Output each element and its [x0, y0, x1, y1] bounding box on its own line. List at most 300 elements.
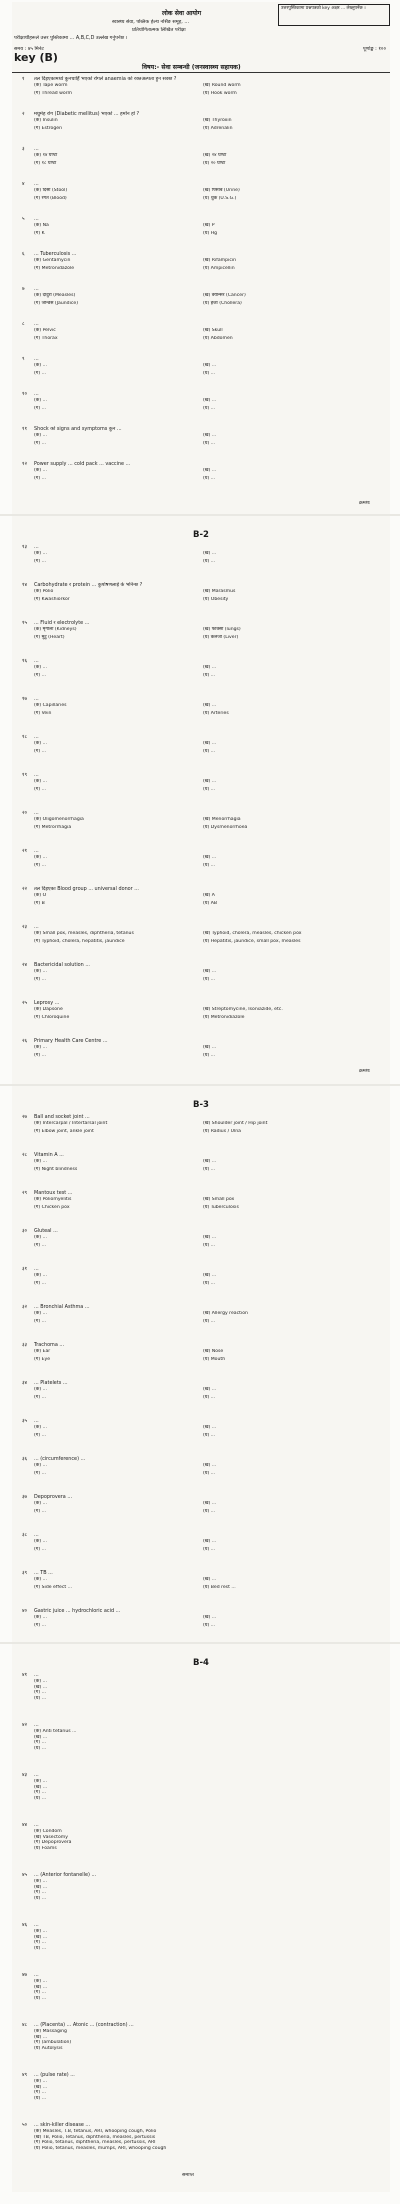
question — [22, 321, 386, 327]
question — [22, 391, 386, 397]
question-number: ३३ — [22, 1342, 28, 1348]
question — [22, 1152, 386, 1158]
option: (क) ... — [34, 551, 47, 556]
option: (घ) Hook worm — [202, 91, 237, 97]
option: (क) ... — [34, 433, 47, 438]
question-text: ... — [34, 216, 39, 222]
question-number: ३४ — [22, 1380, 28, 1386]
option: (घ) Hg — [202, 231, 218, 237]
question — [22, 1000, 386, 1006]
option: (ग) ... — [34, 1790, 47, 1796]
question-number: २८ — [22, 1152, 28, 1158]
option: (ख) ... — [202, 703, 217, 708]
option-list — [34, 551, 386, 567]
option: (ख) ... — [34, 1934, 48, 1940]
question-number: ४४ — [22, 1822, 28, 1828]
question-number: ४८ — [22, 2022, 28, 2028]
option: (क) Oligomenorrhagia — [34, 817, 84, 822]
option: (घ) Abdomen — [202, 336, 233, 342]
option: (क) ... — [34, 665, 47, 670]
option: (क) ... — [34, 1929, 47, 1934]
footer-continued: क्रमशः — [359, 500, 370, 506]
option: (ख) ... — [202, 1273, 217, 1278]
question-number: २२ — [22, 886, 28, 892]
question — [22, 1972, 386, 1978]
option-list — [34, 1463, 386, 1479]
option: (ग) Night blindness — [34, 1167, 78, 1173]
question-number: १३ — [22, 544, 28, 550]
option: (ख) Round worm — [202, 83, 241, 88]
option: (क) ... — [34, 1679, 47, 1684]
option: (ग) ... — [34, 787, 47, 793]
option-list — [34, 1679, 386, 1701]
question — [22, 426, 386, 432]
question-text: ... — [34, 286, 39, 292]
option: (क) ... — [34, 363, 47, 368]
option: (क) Polio — [34, 589, 54, 594]
question — [22, 461, 386, 467]
question-text: ... — [34, 1532, 39, 1538]
option: (ग) Kwashiorkor — [34, 597, 70, 603]
question — [22, 76, 386, 82]
option: (क) ... — [34, 1879, 47, 1884]
question — [22, 734, 386, 740]
question — [22, 1456, 386, 1462]
question-text: ... — [34, 924, 39, 930]
option: (क) ... — [34, 1425, 47, 1430]
option: (ख) Allergy reaction — [202, 1311, 248, 1316]
option: (घ) Tuberculosis — [202, 1205, 239, 1211]
option-list — [34, 1425, 386, 1441]
option: (ख) ... — [202, 468, 217, 473]
option: (ख) P — [202, 223, 215, 228]
option: (क) ... — [34, 1539, 47, 1544]
page-separator — [0, 514, 400, 516]
option: (ग) Thorax — [34, 336, 58, 342]
option-list — [34, 1311, 386, 1327]
option: (ग) ... — [34, 2090, 47, 2096]
question-text: ... Platelets ... — [34, 1380, 68, 1386]
question-number: ४९ — [22, 2072, 28, 2078]
question — [22, 1722, 386, 1728]
question — [22, 1570, 386, 1576]
header-rule — [12, 72, 390, 73]
option: (क) ... — [34, 1501, 47, 1506]
option-list — [34, 779, 386, 795]
option: (ग) ... — [34, 406, 47, 412]
page-separator — [0, 1084, 400, 1086]
question-number: २७ — [22, 1114, 28, 1120]
option: (क) Insulin — [34, 118, 58, 123]
question — [22, 1922, 386, 1928]
question — [22, 1304, 386, 1310]
option: (ग) (ambulation) — [34, 2040, 72, 2046]
question — [22, 111, 386, 117]
question-text: Bactericidal solution ... — [34, 962, 90, 968]
question-text: ... (pulse rate) ... — [34, 2072, 75, 2078]
option: (ग) Typhoid, cholera, hepatitis, jaundice — [34, 939, 125, 945]
question-number: ९ — [22, 356, 25, 362]
question-number: ५ — [22, 216, 25, 222]
option: (क) ... — [34, 1387, 47, 1392]
option: (ग) Elbow joint, ankle joint — [34, 1129, 94, 1135]
option: (ग) ... — [34, 1740, 47, 1746]
option-list — [34, 589, 386, 605]
question-text: ... Tuberculosis ... — [34, 251, 77, 257]
option-list — [34, 1197, 386, 1213]
option: (क) Ear — [34, 1349, 51, 1354]
option: (ख) ... — [34, 1984, 48, 1990]
question-text: ... — [34, 356, 39, 362]
question-number: ४ — [22, 181, 25, 187]
option: (ग) ... — [34, 1281, 47, 1287]
option-list — [34, 931, 386, 947]
question-text: तल दिइएका Blood group ... universal donor ... — [34, 886, 139, 892]
option: (ग) ... — [34, 1319, 47, 1325]
question-number: ४१ — [22, 1672, 28, 1678]
question-text: ... — [34, 1418, 39, 1424]
question-text: ... — [34, 391, 39, 397]
question — [22, 962, 386, 968]
option-list — [34, 1829, 386, 1851]
question — [22, 216, 386, 222]
option: (क) ... — [34, 779, 47, 784]
option: (घ) ... — [34, 2095, 47, 2101]
option: (घ) Ampicellin — [202, 266, 235, 272]
option: (क) ... — [34, 1311, 47, 1316]
option: (क) ... — [34, 969, 47, 974]
question — [22, 1228, 386, 1234]
question-text: Gastric juice ... hydrochloric acid ... — [34, 1608, 121, 1614]
option: (क) ... — [34, 2079, 47, 2084]
option: (घ) ... — [202, 1319, 216, 1325]
question-text: ... (Placenta) ... Atonic ... (contraction) ... — [34, 2022, 134, 2028]
option: (ग) ... — [34, 749, 47, 755]
question-number: २४ — [22, 962, 28, 968]
question-text: ... — [34, 1822, 39, 1828]
option: (घ) Adrenalin — [202, 126, 233, 132]
option: (घ) कलेजो (Liver) — [202, 635, 239, 641]
option-list — [34, 703, 386, 719]
option: (घ) ... — [34, 1795, 47, 1801]
question — [22, 620, 386, 626]
option-list — [34, 293, 386, 309]
option: (ख) ... — [202, 1159, 217, 1164]
question — [22, 544, 386, 550]
option: (ख) Skull — [202, 328, 223, 333]
option: (क) Capillaries — [34, 703, 67, 708]
question — [22, 2072, 386, 2078]
question-text: ... (Anterior fontanelle) ... — [34, 1872, 97, 1878]
option: (ग) Thread worm — [34, 91, 73, 97]
option: (घ) ... — [202, 1395, 216, 1401]
option: (ख) Thyroxin — [202, 118, 232, 123]
question-number: ४० — [22, 1608, 28, 1614]
option-list — [34, 363, 386, 379]
option: (घ) Dysmenorrhoea — [202, 825, 248, 831]
option: (ग) Side effect ... — [34, 1585, 73, 1591]
question — [22, 1532, 386, 1538]
question-number: ५० — [22, 2122, 28, 2128]
option: (ग) Metrorrhagia — [34, 825, 72, 831]
question-number: १६ — [22, 658, 28, 664]
option: (क) मृगौला (Kidneys) — [34, 627, 77, 632]
question-text: ... TB ... — [34, 1570, 53, 1576]
question — [22, 1822, 386, 1828]
option: (घ) ... — [202, 371, 216, 377]
question-number: ३५ — [22, 1418, 28, 1424]
option: (ग) ... — [34, 1395, 47, 1401]
question-number: १ — [22, 76, 25, 82]
option: (क) ... — [34, 1045, 47, 1050]
question — [22, 582, 386, 588]
question — [22, 2022, 386, 2028]
option: (घ) ... — [202, 1471, 216, 1477]
header-instructions: परीक्षार्थीहरूले उत्तर पुस्तिकामा ... A,B,C,D उल्लेख गर्नुपर्नेछ । — [14, 35, 128, 41]
question-number: ४२ — [22, 1722, 28, 1728]
question-text: ... — [34, 696, 39, 702]
page-separator — [0, 1642, 400, 1644]
option: (ग) Chloroquine — [34, 1015, 70, 1021]
option: (क) Massaging — [34, 2029, 67, 2034]
option: (क) O — [34, 893, 47, 898]
option: (ग) ... — [34, 977, 47, 983]
question — [22, 146, 386, 152]
question — [22, 286, 386, 292]
option: (घ) Hepatitis, jaundice, small pox, measles — [202, 939, 301, 945]
option: (क) ... — [34, 1159, 47, 1164]
option: (घ) ... — [202, 1433, 216, 1439]
header-marks: पूर्णाङ्क : १०० — [362, 46, 386, 52]
option: (घ) ... — [34, 1995, 47, 2001]
option: (ग) ... — [34, 371, 47, 377]
question-text: Mantoux test ... — [34, 1190, 73, 1196]
question-text: Ball and socket joint ... — [34, 1114, 90, 1120]
option-list — [34, 1929, 386, 1951]
option: (घ) Arteries — [202, 711, 229, 717]
option: (ख) Menorrhagia — [202, 817, 241, 822]
option: (क) ... — [34, 398, 47, 403]
question-number: ३९ — [22, 1570, 28, 1576]
option: (ख) ... — [202, 398, 217, 403]
question-text: ... — [34, 1772, 39, 1778]
option: (ग) रगत (Blood) — [34, 196, 67, 202]
option-list — [34, 1045, 386, 1061]
question-number: १५ — [22, 620, 28, 626]
question-text: Trachoma ... — [34, 1342, 65, 1348]
exam-paper — [12, 2, 390, 2192]
option: (घ) ... — [202, 476, 216, 482]
option: (ग) ... — [34, 1623, 47, 1629]
option-list — [34, 855, 386, 871]
option: (घ) Radius / Ulna — [202, 1129, 241, 1135]
option: (ग) ... — [34, 1890, 47, 1896]
question-number: ३८ — [22, 1532, 28, 1538]
option: (ग) B — [34, 901, 45, 907]
footer-continued: क्रमशः — [359, 1068, 370, 1074]
option-list — [34, 969, 386, 985]
option: (ख) ... — [202, 1615, 217, 1620]
question-number: ४३ — [22, 1772, 28, 1778]
question-text: ... — [34, 1266, 39, 1272]
option-list — [34, 1121, 386, 1137]
option: (ग) ... — [34, 1940, 47, 1946]
section-title: B-2 — [193, 530, 209, 540]
header-exam: प्रतियोगितात्मक लिखित परीक्षा — [132, 27, 186, 33]
option: (क) ... — [34, 1463, 47, 1468]
option: (ख) ... — [34, 1684, 48, 1690]
question-text: Power supply ... cold pack ... vaccine ... — [34, 461, 131, 467]
option: (ख) Streptomycine, Isoniazide, etc. — [202, 1007, 283, 1012]
option: (घ) ... — [202, 787, 216, 793]
option-list — [34, 1235, 386, 1251]
option: (घ) २० घण्टा — [202, 161, 226, 167]
option-list — [34, 1779, 386, 1801]
question-text: ... — [34, 772, 39, 778]
option-list — [34, 1979, 386, 2001]
option-list — [34, 817, 386, 833]
option-list — [34, 1501, 386, 1517]
question-number: ६ — [22, 251, 25, 257]
option-list — [34, 1159, 386, 1175]
question-text: ... — [34, 1972, 39, 1978]
option: (ख) ... — [202, 855, 217, 860]
option: (ख) ... — [202, 1045, 217, 1050]
question — [22, 1266, 386, 1272]
question — [22, 1380, 386, 1386]
question-text: ... — [34, 1722, 39, 1728]
question-number: ४६ — [22, 1922, 28, 1928]
option: (क) ... — [34, 741, 47, 746]
question — [22, 1672, 386, 1678]
option-list — [34, 258, 386, 274]
option: (घ) Mouth — [202, 1357, 226, 1363]
question — [22, 848, 386, 854]
option-list — [34, 188, 386, 204]
option: (ख) Small pox — [202, 1197, 235, 1202]
question-number: १९ — [22, 772, 28, 778]
option: (घ) ... — [202, 977, 216, 983]
question-text: तल दिइएकामध्ये कुनचाहिँ भएको रोगले anaemia को रक्तअल्पता हुन सक्छ ? — [34, 76, 177, 82]
question-number: ३७ — [22, 1494, 28, 1500]
option: (घ) Obesity — [202, 597, 229, 603]
option: (ख) फोक्सो (lungs) — [202, 627, 241, 632]
question — [22, 924, 386, 930]
option-list — [34, 1879, 386, 1901]
option: (ख) २४ घण्टा — [202, 153, 227, 158]
option: (ग) ... — [34, 1053, 47, 1059]
option: (घ) Metronidiazole — [202, 1015, 245, 1021]
option: (ख) ... — [34, 2034, 48, 2040]
option-list — [34, 1387, 386, 1403]
key-label: key (B) — [14, 51, 58, 64]
option: (ख) ... — [202, 1387, 217, 1392]
option: (क) दिसा (Stool) — [34, 188, 68, 193]
option: (क) ... — [34, 468, 47, 473]
question-number: २५ — [22, 1000, 28, 1006]
option-list — [34, 153, 386, 169]
question-text: मधुमेह रोग (Diabetic mellitus) भएको ... हर्मोन हो ? — [34, 111, 140, 117]
question-number: ८ — [22, 321, 25, 327]
header-org: लोक सेवा आयोग — [162, 10, 202, 17]
footer-end: समाप्त — [182, 2172, 194, 2178]
header-time: समय : ४५ मिनेट — [14, 46, 44, 52]
option: (ग) १८ घण्टा — [34, 161, 57, 167]
option-list — [34, 2129, 386, 2151]
option-list — [34, 2029, 386, 2051]
option: (ग) ... — [34, 1243, 47, 1249]
question-number: १८ — [22, 734, 28, 740]
question-number: ७ — [22, 286, 25, 292]
option: (ख) ... — [202, 433, 217, 438]
question-text: ... — [34, 146, 39, 152]
question-text: ... — [34, 1672, 39, 1678]
option: (क) ... — [34, 1235, 47, 1240]
header-service: स्वास्थ्य सेवा, पब्लिक हेल्थ नर्सिङ समूह, ... — [112, 19, 190, 25]
option: (ख) ... — [34, 1884, 48, 1890]
option-list — [34, 627, 386, 643]
option: (ख) ... — [202, 1539, 217, 1544]
question — [22, 1038, 386, 1044]
option-list — [34, 468, 386, 484]
option: (क) Anti tetanus ... — [34, 1729, 77, 1734]
option: (ग) Vein — [34, 711, 52, 717]
option: (क) दादुरा (Measles) — [34, 293, 76, 298]
question-text: ... — [34, 810, 39, 816]
question-text: Depoprovera ... — [34, 1494, 73, 1500]
option: (घ) ... — [202, 863, 216, 869]
question-text: ... Fluid र electrolyte ... — [34, 620, 90, 626]
option: (घ) Autolysis — [34, 2045, 63, 2051]
question-number: ३२ — [22, 1304, 28, 1310]
question — [22, 1190, 386, 1196]
option: (ख) ... — [34, 1734, 48, 1740]
question-number: १२ — [22, 461, 28, 467]
option: (ख) ... — [202, 363, 217, 368]
option: (घ) ... — [34, 1695, 47, 1701]
option: (ख) TB, Polio, Tetanus, diphtheria, measles, pertussis — [34, 2134, 156, 2140]
question-text: Vitamin A ... — [34, 1152, 64, 1158]
section-title: B-3 — [193, 1100, 209, 1110]
option: (क) Tape worm — [34, 83, 68, 88]
option-list — [34, 398, 386, 414]
option-list — [34, 433, 386, 449]
question-text: ... — [34, 544, 39, 550]
option: (घ) ... — [202, 1509, 216, 1515]
question-text: Carbohydrate र protein ... कुपोषणलाई के भनिन्छ ? — [34, 582, 143, 588]
option: (ख) ... — [202, 741, 217, 746]
question — [22, 696, 386, 702]
option: (घ) ... — [202, 749, 216, 755]
question — [22, 1772, 386, 1778]
option: (ख) ... — [202, 779, 217, 784]
option-list — [34, 83, 386, 99]
question-text: Gluteal ... — [34, 1228, 58, 1234]
option: (क) Condom — [34, 1829, 62, 1834]
option: (ख) ... — [202, 665, 217, 670]
option: (ख) Typhoid, cholera, measles, chicken pox — [202, 931, 302, 936]
option: (क) Intercarpal / Intertarsal joint — [34, 1121, 108, 1126]
option: (क) Poliomyelitis — [34, 1197, 72, 1202]
option: (घ) ... — [34, 1895, 47, 1901]
option: (ग) ... — [34, 863, 47, 869]
question-text: ... — [34, 181, 39, 187]
section-title: B-4 — [193, 1658, 209, 1668]
option: (घ) ... — [202, 673, 216, 679]
option: (क) Na — [34, 223, 49, 228]
question-text: Primary Health Care Centre ... — [34, 1038, 108, 1044]
question — [22, 658, 386, 664]
